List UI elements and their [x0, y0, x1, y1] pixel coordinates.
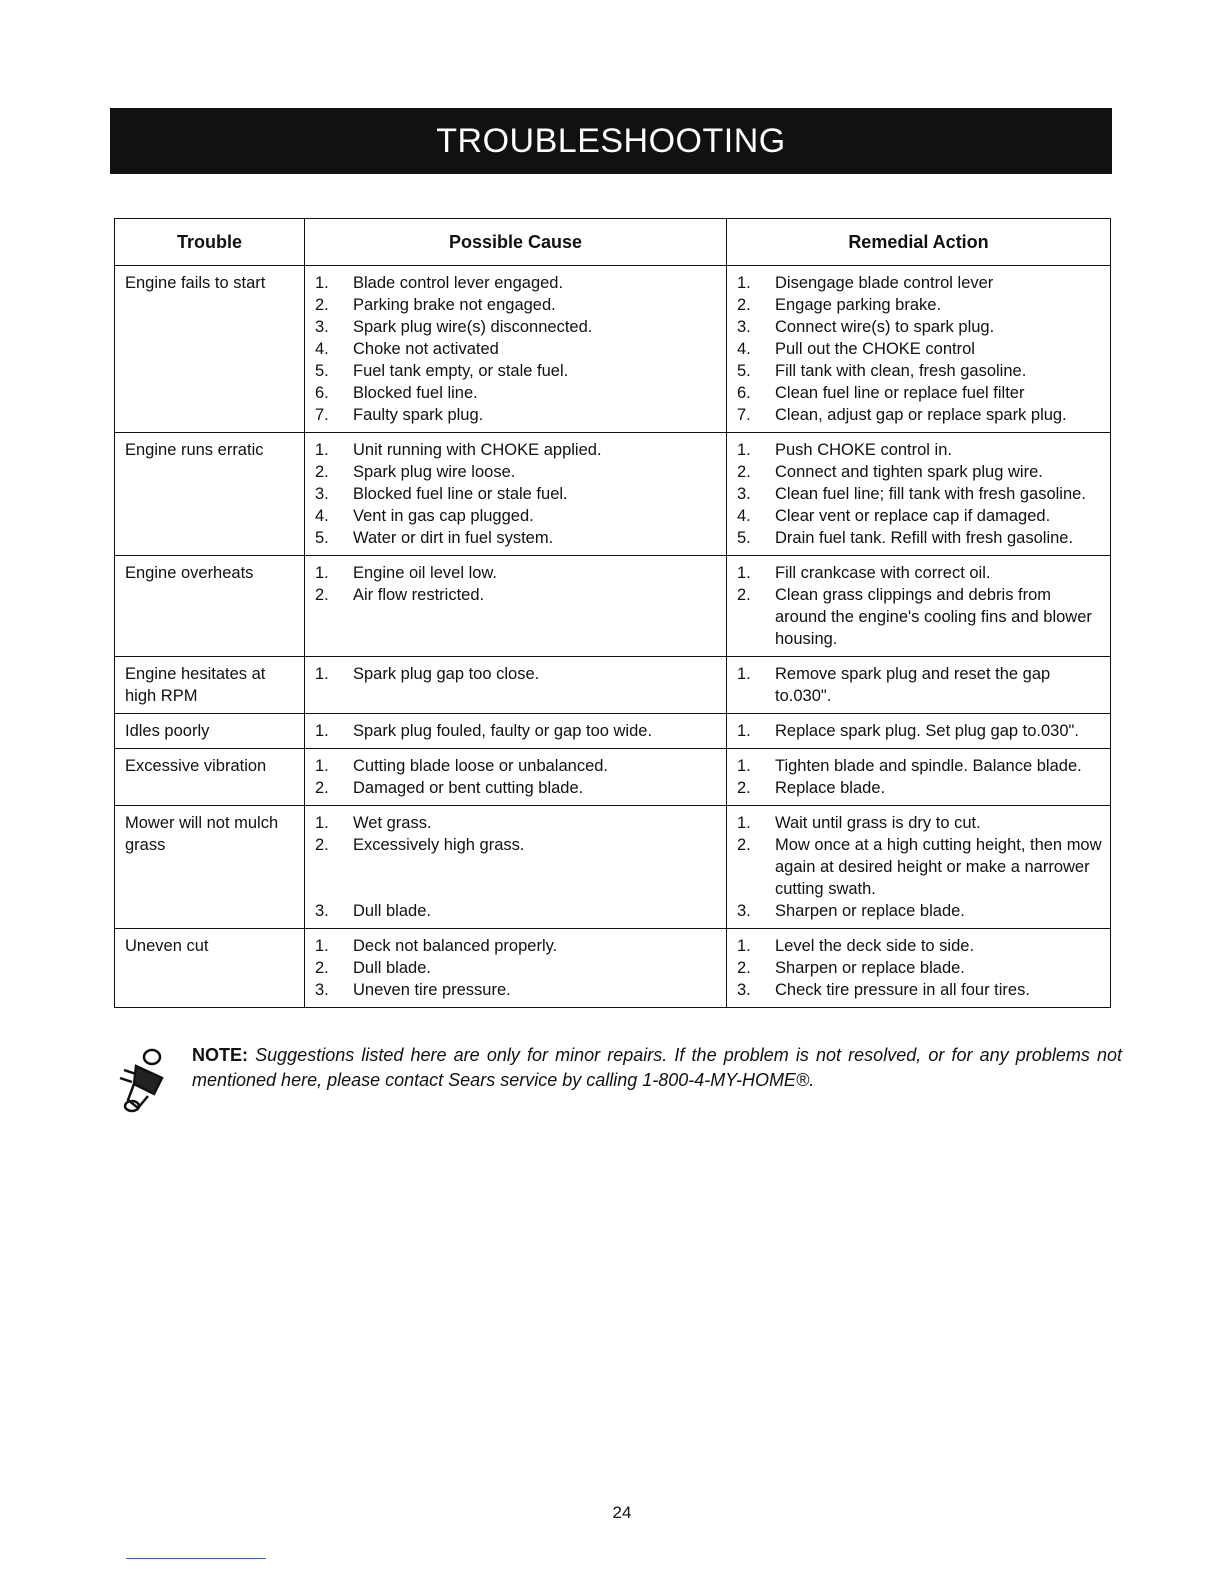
item-number: 2. [737, 463, 751, 481]
cause-list [315, 755, 718, 799]
item-number: 2. [315, 959, 329, 977]
item-number: 2. [315, 296, 329, 314]
list-item [737, 439, 1102, 461]
item-text: Clean fuel line; fill tank with fresh gasoline. [775, 485, 1086, 503]
possible-cause-cell [305, 556, 727, 657]
item-number: 1. [315, 814, 329, 832]
item-number: 1. [315, 722, 329, 740]
item-text: Mow once at a high cutting height, then mow again at desired height or make a narrower cutting swath. [775, 836, 1102, 898]
item-text: Clear vent or replace cap if damaged. [775, 507, 1051, 525]
item-text: Water or dirt in fuel system. [353, 529, 554, 547]
trouble-cell: Idles poorly [115, 714, 305, 749]
item-number: 2. [737, 959, 751, 977]
list-item [315, 663, 718, 685]
list-item [315, 316, 718, 338]
action-list [737, 935, 1102, 1001]
action-list [737, 272, 1102, 426]
table-row [115, 433, 1111, 556]
list-item [737, 483, 1102, 505]
item-text: Remove spark plug and reset the gap to.030". [775, 665, 1051, 705]
item-text: Spark plug gap too close. [353, 665, 540, 683]
item-number: 1. [737, 564, 751, 582]
item-number: 3. [315, 902, 329, 920]
list-item [315, 272, 718, 294]
item-text: Engage parking brake. [775, 296, 942, 314]
item-number: 3. [315, 318, 329, 336]
item-text: Sharpen or replace blade. [775, 902, 965, 920]
cause-list [315, 935, 718, 1001]
item-number: 4. [315, 340, 329, 358]
trouble-cell: Engine overheats [115, 556, 305, 657]
item-number: 1. [315, 274, 329, 292]
list-item [737, 584, 1102, 650]
remedial-action-cell [727, 929, 1111, 1008]
item-number: 2. [737, 779, 751, 797]
trouble-cell: Engine hesitates at high RPM [115, 657, 305, 714]
action-list [737, 562, 1102, 650]
item-number: 1. [737, 722, 751, 740]
item-text: Uneven tire pressure. [353, 981, 511, 999]
possible-cause-cell [305, 929, 727, 1008]
list-item [737, 382, 1102, 404]
possible-cause-cell [305, 714, 727, 749]
list-item [315, 979, 718, 1001]
item-number: 2. [315, 836, 329, 854]
item-text: Engine oil level low. [353, 564, 498, 582]
table-row [115, 556, 1111, 657]
possible-cause-cell [305, 266, 727, 433]
item-number: 5. [315, 529, 329, 547]
item-text: Sharpen or replace blade. [775, 959, 965, 977]
page-title: TROUBLESHOOTING [436, 121, 786, 160]
item-number: 1. [737, 274, 751, 292]
item-text: Vent in gas cap plugged. [353, 507, 534, 525]
item-number: 6. [737, 384, 751, 402]
item-text: Faulty spark plug. [353, 406, 484, 424]
wrench-hand-icon [116, 1044, 176, 1116]
list-item [737, 812, 1102, 834]
item-text: Wait until grass is dry to cut. [775, 814, 981, 832]
cause-list [315, 439, 718, 549]
item-text: Choke not activated [353, 340, 499, 358]
list-item [315, 404, 718, 426]
item-number: 2. [315, 779, 329, 797]
item-number: 3. [737, 981, 751, 999]
item-number: 2. [315, 586, 329, 604]
item-text: Dull blade. [353, 959, 431, 977]
possible-cause-cell [305, 749, 727, 806]
item-text: Unit running with CHOKE applied. [353, 441, 602, 459]
item-text: Air flow restricted. [353, 586, 485, 604]
item-text: Spark plug fouled, faulty or gap too wide. [353, 722, 653, 740]
trouble-cell: Engine runs erratic [115, 433, 305, 556]
header-possible-cause: Possible Cause [305, 219, 727, 266]
list-item [315, 900, 718, 922]
item-text: Clean, adjust gap or replace spark plug. [775, 406, 1067, 424]
list-item [315, 505, 718, 527]
table-row [115, 749, 1111, 806]
table-header-row [115, 219, 1111, 266]
table-row [115, 714, 1111, 749]
item-number: 4. [315, 507, 329, 525]
list-item [315, 461, 718, 483]
remedial-action-cell [727, 714, 1111, 749]
remedial-action-cell [727, 556, 1111, 657]
list-item [737, 777, 1102, 799]
troubleshooting-table [114, 218, 1111, 1008]
list-item [315, 439, 718, 461]
action-list [737, 812, 1102, 922]
list-item [737, 338, 1102, 360]
list-item [315, 957, 718, 979]
remedial-action-cell [727, 657, 1111, 714]
item-text: Excessively high grass. [353, 836, 525, 854]
page-banner [110, 108, 1112, 174]
item-text: Check tire pressure in all four tires. [775, 981, 1030, 999]
table-row [115, 266, 1111, 433]
remedial-action-cell [727, 806, 1111, 929]
item-text: Parking brake not engaged. [353, 296, 556, 314]
item-number: 5. [315, 362, 329, 380]
item-text: Blocked fuel line. [353, 384, 478, 402]
item-number: 4. [737, 340, 751, 358]
cause-list [315, 720, 718, 742]
list-item [737, 663, 1102, 707]
note-text: Suggestions listed here are only for minor repairs. If the problem is not resolved, or for any problems not mentioned here, please contact Sears service by calling 1-800-4-MY-HOME®. [192, 1045, 1122, 1090]
item-number: 2. [737, 296, 751, 314]
item-text: Level the deck side to side. [775, 937, 975, 955]
list-item [315, 812, 718, 834]
item-text: Connect wire(s) to spark plug. [775, 318, 995, 336]
item-number: 7. [737, 406, 751, 424]
list-item [737, 834, 1102, 900]
item-text: Replace blade. [775, 779, 886, 797]
list-item [315, 382, 718, 404]
header-remedial-action: Remedial Action [727, 219, 1111, 266]
item-number: 2. [315, 463, 329, 481]
note-label: NOTE: [192, 1045, 248, 1065]
item-text: Drain fuel tank. Refill with fresh gasoline. [775, 529, 1074, 547]
page-number: 24 [612, 1503, 632, 1522]
item-number: 3. [315, 485, 329, 503]
cause-list [315, 272, 718, 426]
table-row [115, 806, 1111, 929]
item-number: 1. [737, 814, 751, 832]
list-item [315, 562, 718, 584]
cause-list [315, 562, 718, 606]
list-item [737, 461, 1102, 483]
item-number: 4. [737, 507, 751, 525]
item-text: Clean fuel line or replace fuel filter [775, 384, 1025, 402]
item-text: Fill tank with clean, fresh gasoline. [775, 362, 1027, 380]
item-text: Spark plug wire loose. [353, 463, 516, 481]
item-number: 5. [737, 529, 751, 547]
action-list [737, 755, 1102, 799]
item-number: 1. [315, 441, 329, 459]
list-item [737, 404, 1102, 426]
item-text: Spark plug wire(s) disconnected. [353, 318, 593, 336]
item-number: 1. [737, 441, 751, 459]
remedial-action-cell [727, 749, 1111, 806]
remedial-action-cell [727, 433, 1111, 556]
list-item [737, 505, 1102, 527]
item-number: 1. [315, 665, 329, 683]
cause-list [315, 812, 718, 922]
item-text: Tighten blade and spindle. Balance blade. [775, 757, 1082, 775]
list-item [737, 562, 1102, 584]
list-item [737, 316, 1102, 338]
list-item [737, 294, 1102, 316]
action-list [737, 663, 1102, 707]
item-number: 1. [737, 757, 751, 775]
cause-list [315, 663, 718, 685]
table-row [115, 929, 1111, 1008]
list-item [737, 527, 1102, 549]
item-text: Pull out the CHOKE control [775, 340, 975, 358]
item-text: Cutting blade loose or unbalanced. [353, 757, 609, 775]
item-number: 6. [315, 384, 329, 402]
list-item [315, 294, 718, 316]
list-item [315, 584, 718, 606]
list-item [737, 957, 1102, 979]
list-item [315, 834, 718, 856]
list-item [315, 360, 718, 382]
item-text: Blocked fuel line or stale fuel. [353, 485, 568, 503]
list-item [315, 935, 718, 957]
item-text: Wet grass. [353, 814, 432, 832]
item-number: 1. [737, 665, 751, 683]
item-number: 1. [315, 564, 329, 582]
list-item [737, 272, 1102, 294]
item-text: Fill crankcase with correct oil. [775, 564, 991, 582]
action-list [737, 439, 1102, 549]
trouble-cell: Engine fails to start [115, 266, 305, 433]
list-item [737, 900, 1102, 922]
item-text: Push CHOKE control in. [775, 441, 952, 459]
item-number: 3. [315, 981, 329, 999]
item-number: 3. [737, 318, 751, 336]
item-text: Connect and tighten spark plug wire. [775, 463, 1043, 481]
item-number: 3. [737, 902, 751, 920]
item-number: 1. [737, 937, 751, 955]
footer-rule [126, 1558, 266, 1559]
list-item [315, 338, 718, 360]
item-text: Damaged or bent cutting blade. [353, 779, 584, 797]
item-text: Disengage blade control lever [775, 274, 994, 292]
item-text: Blade control lever engaged. [353, 274, 564, 292]
note-block [110, 1040, 1120, 1120]
list-item [737, 755, 1102, 777]
possible-cause-cell [305, 806, 727, 929]
item-text: Dull blade. [353, 902, 431, 920]
action-list [737, 720, 1102, 742]
list-item [315, 755, 718, 777]
list-item [315, 527, 718, 549]
possible-cause-cell [305, 657, 727, 714]
list-item [737, 935, 1102, 957]
list-item [737, 720, 1102, 742]
list-item [737, 979, 1102, 1001]
item-text: Deck not balanced properly. [353, 937, 558, 955]
remedial-action-cell [727, 266, 1111, 433]
item-text: Replace spark plug. Set plug gap to.030". [775, 722, 1079, 740]
item-number: 2. [737, 836, 751, 854]
list-item [315, 720, 718, 742]
item-number: 5. [737, 362, 751, 380]
item-number: 3. [737, 485, 751, 503]
possible-cause-cell [305, 433, 727, 556]
list-item [737, 360, 1102, 382]
trouble-cell: Uneven cut [115, 929, 305, 1008]
item-number: 1. [315, 757, 329, 775]
item-text: Clean grass clippings and debris from around the engine's cooling fins and blower housing. [775, 586, 1092, 648]
header-trouble: Trouble [115, 219, 305, 266]
item-number: 7. [315, 406, 329, 424]
trouble-cell: Mower will not mulch grass [115, 806, 305, 929]
list-item [315, 777, 718, 799]
item-text: Fuel tank empty, or stale fuel. [353, 362, 569, 380]
item-number: 1. [315, 937, 329, 955]
list-item [315, 483, 718, 505]
item-number: 2. [737, 586, 751, 604]
trouble-cell: Excessive vibration [115, 749, 305, 806]
table-row [115, 657, 1111, 714]
